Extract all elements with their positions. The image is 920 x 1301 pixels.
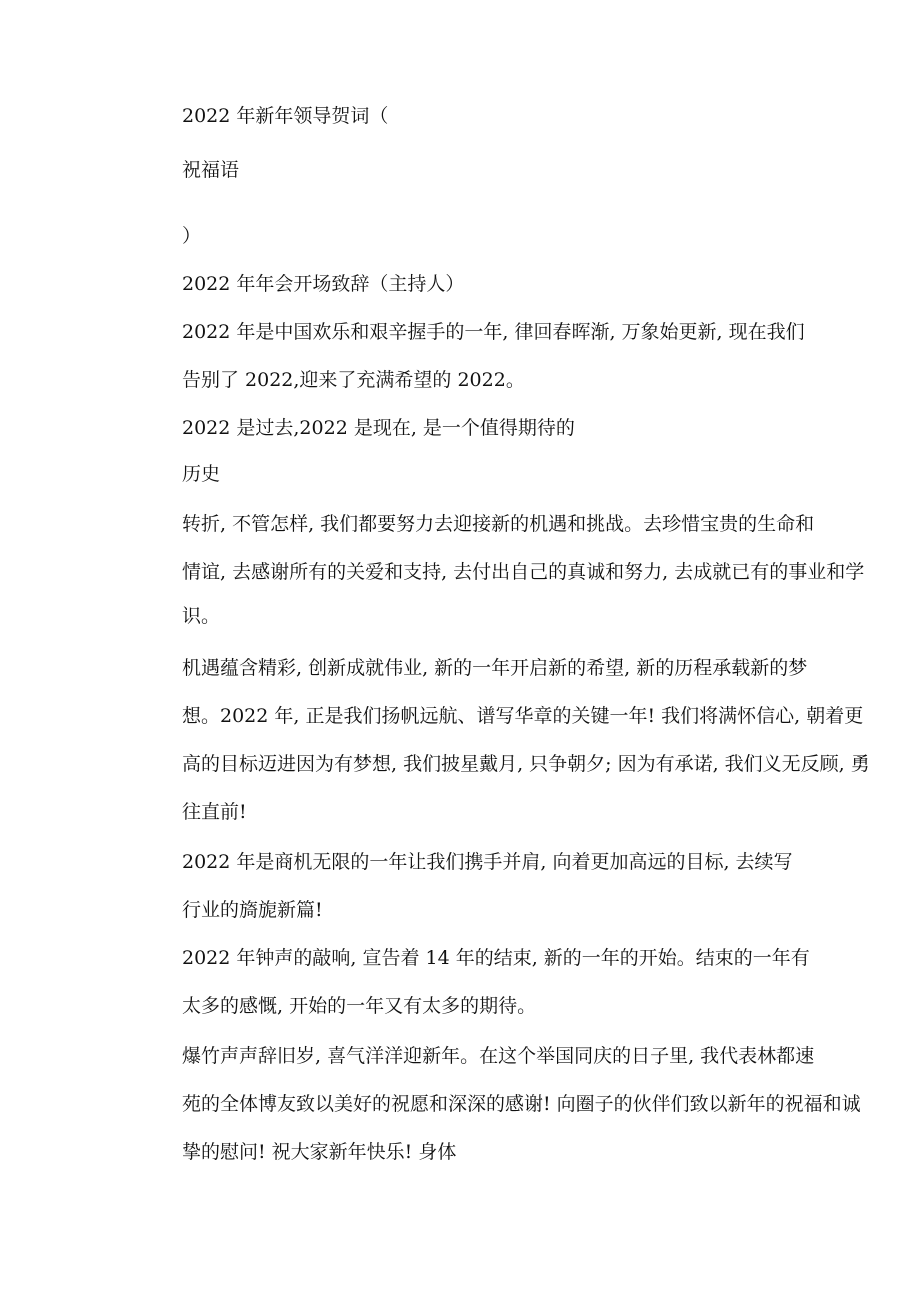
section-heading: 2022 年年会开场致辞（主持人） (182, 273, 465, 295)
paragraph-line: 识。 (182, 605, 221, 627)
paragraph-line: 行业的旖旎新篇! (182, 899, 323, 921)
paragraph-line: 机遇蕴含精彩, 创新成就伟业, 新的一年开启新的希望, 新的历程承载新的梦 (182, 657, 808, 679)
doc-title-subtitle: 祝福语 (182, 159, 240, 181)
paragraph-line: 历史 (182, 463, 221, 485)
doc-title-close: ） (182, 225, 202, 247)
paragraph-line: 情谊, 去感谢所有的关爱和支持, 去付出自己的真诚和努力, 去成就已有的事业和学 (182, 561, 865, 583)
paragraph-line: 2022 是过去,2022 是现在, 是一个值得期待的 (182, 417, 575, 439)
paragraph-line: 转折, 不管怎样, 我们都要努力去迎接新的机遇和挑战。去珍惜宝贵的生命和 (182, 513, 815, 535)
paragraph-line: 太多的感慨, 开始的一年又有太多的期待。 (182, 995, 537, 1017)
paragraph-line: 往直前! (182, 801, 247, 823)
doc-title-line: 2022 年新年领导贺词（ (182, 105, 389, 127)
paragraph-line: 告别了 2022,迎来了充满希望的 2022。 (182, 369, 525, 391)
paragraph-line: 2022 年钟声的敲响, 宣告着 14 年的结束, 新的一年的开始。结束的一年有 (182, 947, 810, 969)
paragraph-line: 想。2022 年, 正是我们扬帆远航、谱写华章的关键一年! 我们将满怀信心, 朝着更 (182, 705, 864, 727)
paragraph-line: 2022 年是中国欢乐和艰辛握手的一年, 律回春晖渐, 万象始更新, 现在我们 (182, 321, 805, 343)
paragraph-line: 爆竹声声辞旧岁, 喜气洋洋迎新年。在这个举国同庆的日子里, 我代表林都速 (182, 1045, 815, 1067)
paragraph-line: 挚的慰问! 祝大家新年快乐! 身体 (182, 1141, 457, 1163)
paragraph-line: 苑的全体博友致以美好的祝愿和深深的感谢! 向圈子的伙伴们致以新年的祝福和诚 (182, 1093, 861, 1115)
paragraph-line: 高的目标迈进因为有梦想, 我们披星戴月, 只争朝夕; 因为有承诺, 我们义无反顾, 勇 (182, 753, 870, 775)
paragraph-line: 2022 年是商机无限的一年让我们携手并肩, 向着更加高远的目标, 去续写 (182, 851, 793, 873)
